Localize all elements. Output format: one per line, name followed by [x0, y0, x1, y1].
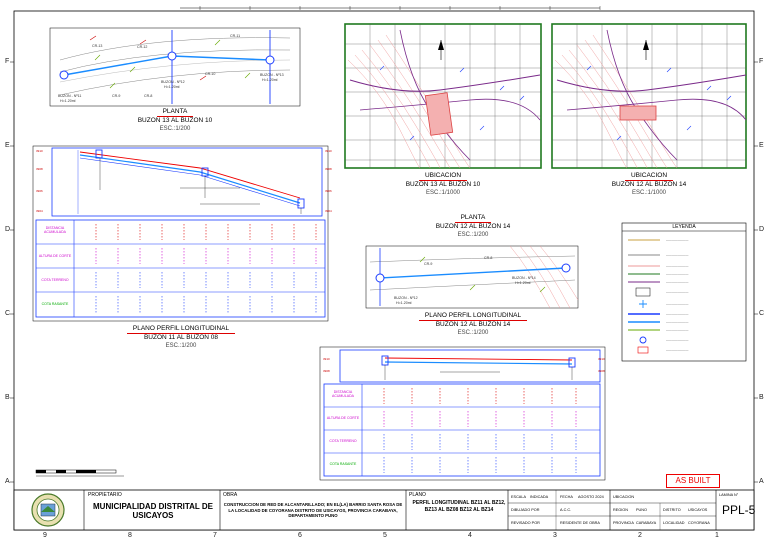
location-1-scale: ESC.:1/1000	[425, 190, 461, 196]
profile-2-caption	[388, 312, 558, 337]
profile-1-caption	[96, 325, 266, 350]
profile-2-title: PLANO PERFIL LONGITUDINAL	[419, 312, 527, 321]
row-label-terrain-elevation: COTA TERRENO	[329, 439, 357, 443]
curve-label: CR-11	[230, 34, 241, 38]
profile-1-title: PLANO PERFIL LONGITUDINAL	[127, 325, 235, 334]
legend-title: LEYENDA	[672, 224, 696, 230]
drawn-by-value: A.C.C.	[560, 508, 572, 512]
svg-text:————————: ————————	[666, 302, 689, 306]
project-name: CONSTRUCCION DE RED DE ALCANTARILLADO; EN EL(LA) BARRIO SANTA ROSA DE LA LOCALIDAD DE COYORANA DISTRITO DE USICAYOS, PROVINCIA CARABAYA, DEPARTAMENTO PUNO	[223, 502, 403, 518]
date-label: FECHA	[560, 495, 573, 499]
sheet-label: PLANO	[409, 492, 426, 498]
location-map-1	[345, 24, 541, 168]
svg-text:————————: ————————	[666, 320, 689, 324]
drawn-by-label: DIBUJADO POR	[511, 508, 540, 512]
province-label: PROVINCIA	[613, 521, 634, 525]
plan-1-caption	[110, 108, 240, 133]
row-letter: B	[759, 394, 764, 401]
svg-text:3908: 3908	[598, 369, 605, 373]
longitudinal-profile-2	[320, 347, 605, 480]
manhole-label: BUZON - Nº11	[58, 94, 82, 98]
svg-text:3910: 3910	[36, 149, 43, 153]
province-value: CARABAYA	[636, 521, 657, 525]
profile-2-subtitle: BUZON 12 AL BUZON 14	[435, 321, 511, 328]
column-number: 2	[638, 532, 642, 539]
row-letter: E	[759, 142, 764, 149]
svg-text:————————: ————————	[666, 253, 689, 257]
municipal-seal-logo	[32, 494, 64, 526]
column-number: 5	[383, 532, 387, 539]
district-label: DISTRITO	[663, 508, 681, 512]
location-1-title: UBICACION	[419, 172, 467, 181]
svg-text:3910: 3910	[323, 357, 330, 361]
row-label-accumulated-distance: DISTANCIA ACUMULADA	[332, 390, 354, 398]
location-1-caption	[378, 172, 508, 197]
reviewed-by-value: RESIDENTE DE OBRA	[560, 521, 600, 525]
plan-2-subtitle: BUZON 12 AL BUZON 14	[435, 223, 511, 230]
row-label-accumulated-distance: DISTANCIA ACUMULADA	[44, 226, 66, 234]
svg-text:3908: 3908	[325, 167, 332, 171]
manhole-depth: H=1.20ml	[164, 85, 180, 89]
owner-name: MUNICIPALIDAD DISTRITAL DE USICAYOS	[93, 502, 213, 520]
svg-text:————————: ————————	[666, 348, 689, 352]
owner-label: PROPIETARIO	[88, 492, 122, 498]
column-number: 9	[43, 532, 47, 539]
row-letter: C	[759, 310, 765, 317]
svg-text:3906: 3906	[36, 189, 43, 193]
row-letter: A	[759, 478, 764, 485]
curve-label: CR-8	[484, 256, 493, 260]
row-label-grade-elevation: COTA RASANTE	[41, 302, 69, 306]
row-letter: D	[5, 226, 11, 233]
reviewed-by-label: REVISADO POR	[511, 521, 540, 525]
row-letter: F	[759, 58, 764, 65]
column-number: 1	[715, 532, 719, 539]
svg-text:3904: 3904	[36, 209, 43, 213]
svg-text:————————: ————————	[666, 312, 689, 316]
manhole-label: BUZON - Nº13	[260, 73, 284, 77]
svg-text:3906: 3906	[325, 189, 332, 193]
svg-text:3904: 3904	[325, 209, 332, 213]
svg-text:————————: ————————	[666, 272, 689, 276]
row-label-terrain-elevation: COTA TERRENO	[41, 278, 69, 282]
svg-text:3910: 3910	[325, 149, 332, 153]
scale-value: INDICADA	[530, 495, 549, 499]
row-letter: F	[5, 58, 10, 65]
plan-1-title: PLANTA	[157, 108, 194, 117]
locality-label: LOCALIDAD	[663, 521, 685, 525]
row-letter: A	[5, 478, 10, 485]
location-label: UBICACION	[613, 495, 635, 499]
plan-2-title: PLANTA	[455, 214, 492, 223]
plan-2-caption	[408, 214, 538, 239]
legend-box	[622, 223, 746, 361]
location-2-caption	[584, 172, 714, 197]
plan-2-scale: ESC.:1/200	[457, 232, 489, 238]
row-label-grade-elevation: COTA RASANTE	[329, 462, 357, 466]
curve-label: CR-9	[424, 262, 433, 266]
curve-label: CR-12	[137, 45, 148, 49]
location-1-subtitle: BUZON 13 AL BUZON 10	[405, 181, 481, 188]
scale-label: ESCALA	[511, 495, 526, 499]
row-letter: E	[5, 142, 10, 149]
svg-text:————————: ————————	[666, 328, 689, 332]
curve-label: CR-13	[92, 44, 103, 48]
profile-1-scale: ESC.:1/200	[165, 343, 197, 349]
longitudinal-profile-1	[33, 146, 332, 321]
project-label: OBRA	[223, 492, 238, 498]
svg-text:3908: 3908	[323, 369, 330, 373]
date-value: AGOSTO 2024	[578, 495, 604, 499]
row-letter: D	[759, 226, 765, 233]
district-value: USICAYOS	[688, 508, 708, 512]
manhole-depth: H=1.20ml	[60, 99, 76, 103]
column-number: 3	[553, 532, 557, 539]
manhole-depth: H=1.20ml	[515, 281, 531, 285]
sheet-number-label: LAMINA N°	[719, 493, 739, 497]
svg-text:————————: ————————	[666, 264, 689, 268]
locality-value: COYORANA	[688, 521, 710, 525]
plan-view-1	[50, 28, 300, 106]
manhole-label: BUZON - Nº12	[394, 296, 418, 300]
location-2-title: UBICACION	[625, 172, 673, 181]
row-label-cut-height: ALTURA DE CORTE	[38, 254, 72, 258]
manhole-depth: H=1.20ml	[396, 301, 412, 305]
curve-label: CR-10	[205, 72, 216, 76]
region-label: REGION	[613, 508, 628, 512]
location-2-scale: ESC.:1/1000	[631, 190, 667, 196]
plan-1-scale: ESC.:1/200	[159, 126, 191, 132]
svg-text:————————: ————————	[666, 280, 689, 284]
row-letter: C	[5, 310, 11, 317]
location-2-subtitle: BUZON 12 AL BUZON 14	[611, 181, 687, 188]
manhole-label: BUZON - Nº12	[161, 80, 185, 84]
graphic-scale	[36, 470, 124, 476]
location-map-2	[552, 24, 746, 168]
manhole-depth: H=1.20ml	[262, 78, 278, 82]
curve-label: CR-9	[112, 94, 121, 98]
svg-text:3908: 3908	[36, 167, 43, 171]
svg-text:————————: ————————	[666, 238, 689, 242]
svg-text:————————: ————————	[666, 290, 689, 294]
svg-text:————————: ————————	[666, 338, 689, 342]
sheet-title: PERFIL LONGITUDINAL BZ11 AL BZ12, BZ13 AL BZ08 BZ12 AL BZ14	[412, 500, 506, 513]
profile-1-subtitle: BUZON 11 AL BUZON 08	[143, 334, 219, 341]
svg-text:3910: 3910	[598, 357, 605, 361]
column-number: 7	[213, 532, 217, 539]
as-built-stamp: AS BUILT	[666, 474, 720, 488]
row-label-cut-height: ALTURA DE CORTE	[326, 416, 360, 420]
sheet-number: PPL-5	[722, 503, 756, 517]
plan-1-subtitle: BUZON 13 AL BUZON 10	[137, 117, 213, 124]
column-number: 4	[468, 532, 472, 539]
column-number: 8	[128, 532, 132, 539]
region-value: PUNO	[636, 508, 647, 512]
row-letter: B	[5, 394, 10, 401]
profile-2-scale: ESC.:1/200	[457, 330, 489, 336]
curve-label: CR-8	[144, 94, 153, 98]
manhole-label: BUZON - Nº14	[512, 276, 536, 280]
column-number: 6	[298, 532, 302, 539]
